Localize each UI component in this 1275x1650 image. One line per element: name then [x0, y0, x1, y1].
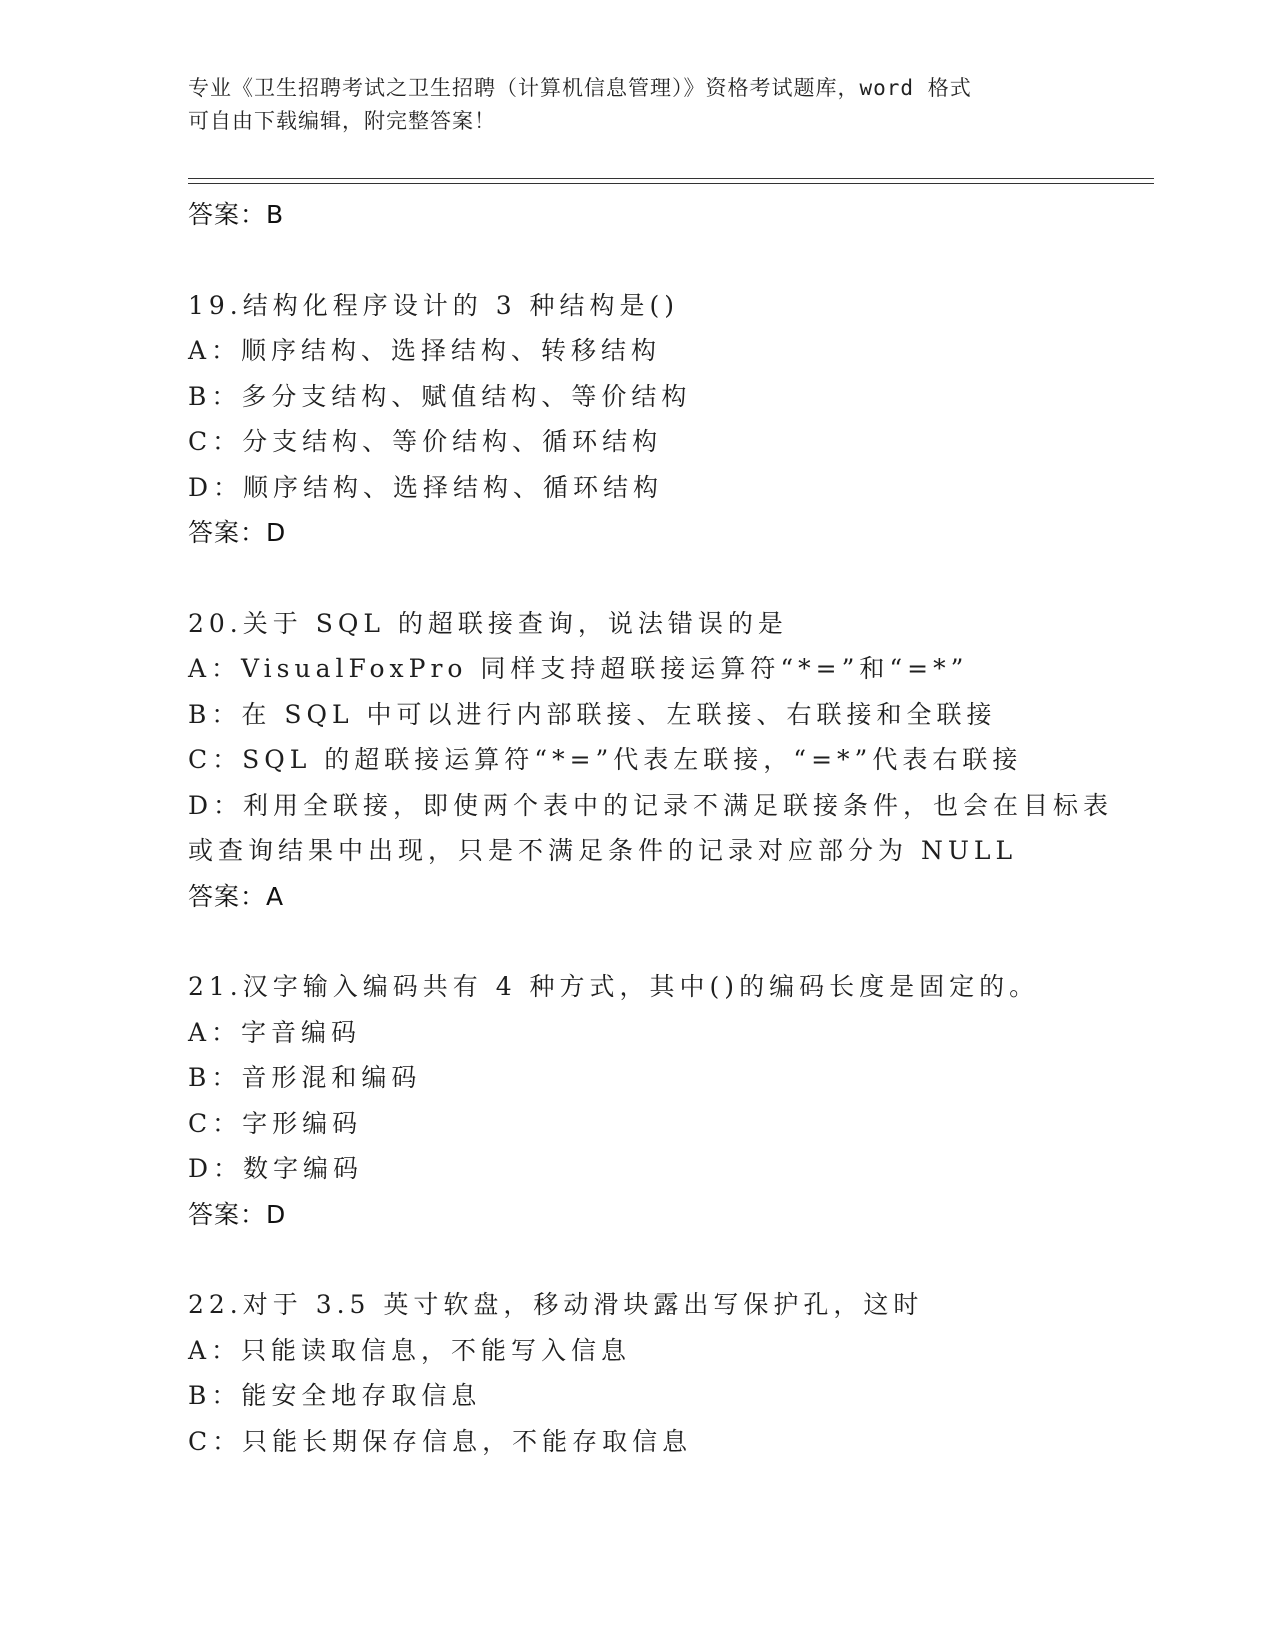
question-list — [188, 192, 1148, 1464]
option-c: C：只能长期保存信息，不能存取信息 — [188, 1426, 693, 1456]
question-stem: 21.汉字输入编码共有 4 种方式，其中()的编码长度是固定的。 — [188, 972, 1040, 1001]
option-a: A：顺序结构、选择结构、转移结构 — [188, 336, 662, 365]
spacer — [188, 556, 1148, 601]
option-a: A：字音编码 — [188, 1017, 362, 1047]
spacer — [188, 238, 1148, 283]
header-divider-top — [188, 178, 1154, 179]
answer-line: 答案：D — [188, 1199, 287, 1229]
option-b: B：音形混和编码 — [188, 1063, 422, 1092]
header-divider-bottom — [188, 183, 1154, 184]
answer-line: 答案：D — [188, 518, 287, 547]
question-stem: 22.对于 3.5 英寸软盘，移动滑块露出写保护孔，这时 — [188, 1290, 924, 1319]
spacer — [188, 1237, 1148, 1282]
previous-answer: 答案：B — [188, 200, 285, 229]
spacer — [188, 919, 1148, 964]
option-c: C：SQL 的超联接运算符“*=”代表左联接，“=*”代表右联接 — [188, 745, 1023, 774]
header-line-1: 专业《卫生招聘考试之卫生招聘（计算机信息管理）》资格考试题库，word 格式 — [188, 76, 972, 100]
option-b: B：在 SQL 中可以进行内部联接、左联接、右联接和全联接 — [188, 699, 997, 729]
question-block — [188, 964, 1148, 1237]
document-header — [188, 72, 1088, 138]
option-a: A：只能读取信息，不能写入信息 — [188, 1335, 632, 1365]
option-d: D：利用全联接，即使两个表中的记录不满足联接条件，也会在目标表 — [188, 790, 1114, 820]
header-line-2: 可自由下载编辑，附完整答案！ — [188, 109, 496, 133]
option-b: B：多分支结构、赋值结构、等价结构 — [188, 381, 692, 411]
option-c: C：字形编码 — [188, 1108, 363, 1138]
option-d: D：数字编码 — [188, 1154, 364, 1183]
question-stem: 19.结构化程序设计的 3 种结构是() — [188, 290, 680, 320]
question-stem: 20.关于 SQL 的超联接查询，说法错误的是 — [188, 608, 788, 638]
option-d-continued: 或查询结果中出现，只是不满足条件的记录对应部分为 NULL — [188, 836, 1018, 865]
option-b: B：能安全地存取信息 — [188, 1381, 482, 1410]
question-block — [188, 283, 1148, 556]
option-c: C：分支结构、等价结构、循环结构 — [188, 427, 663, 456]
answer-line: 答案：A — [188, 881, 285, 911]
option-a: A：VisualFoxPro 同样支持超联接运算符“*=”和“=*” — [188, 654, 969, 683]
question-block — [188, 601, 1148, 920]
question-block — [188, 1282, 1148, 1464]
option-d: D：顺序结构、选择结构、循环结构 — [188, 472, 664, 502]
